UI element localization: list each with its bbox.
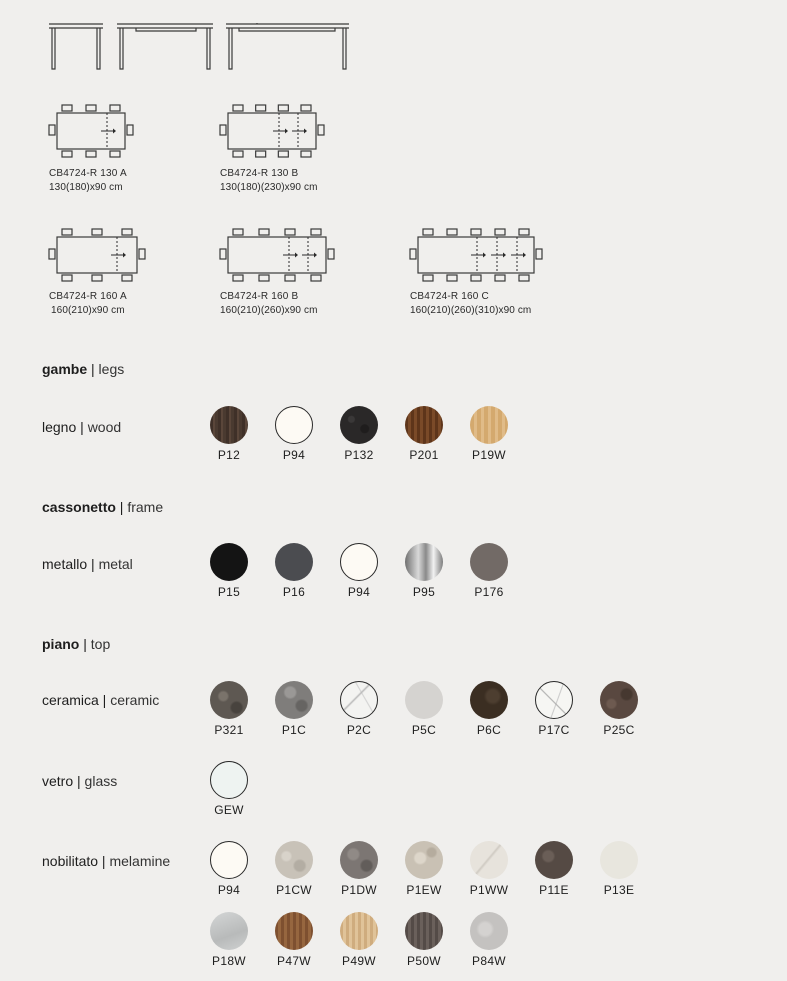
swatch-code-label: P1CW [276,883,312,897]
config-code: CB4724-R 160 B [220,291,299,302]
color-swatch-p201 [405,406,443,444]
extension-arrowhead [304,129,307,134]
color-swatch-p47w [275,912,313,950]
side-chair [233,275,243,281]
swatch-code-label: P25C [603,723,635,737]
row-label-separator: | [73,773,85,789]
swatch-code-label: P13E [603,883,635,897]
color-swatch-p1ww [470,841,508,879]
table-elevation-one-extension [116,22,214,72]
side-chair [495,275,505,281]
side-chair [285,229,295,235]
side-chair [447,229,457,235]
swatch-code-label: P84W [472,954,506,968]
config-dimensions: 160(210)x90 cm [51,305,125,316]
color-swatch-p50w [405,912,443,950]
side-chair [447,275,457,281]
side-chair [62,275,72,281]
color-swatch-p25c [600,681,638,719]
side-chair [86,105,96,111]
swatch-code-label: P11E [539,883,569,897]
color-swatch-p12 [210,406,248,444]
config-dimensions: 160(210)(260)x90 cm [220,305,318,316]
extension-arrowhead [295,253,298,258]
swatch-code-label: GEW [214,803,244,817]
color-swatch-p18w [210,912,248,950]
table-plan-160-c [409,228,547,284]
swatch-code-label: P50W [407,954,441,968]
config-code: CB4724-R 160 A [49,291,127,302]
color-swatch-p5c [405,681,443,719]
side-chair [259,275,269,281]
row-label-metal [42,556,133,572]
row-label-glass [42,773,117,789]
side-chair [62,229,72,235]
side-chair [311,229,321,235]
swatch-code-label: P94 [217,883,241,897]
swatch-code-label: P94 [282,448,306,462]
swatch-code-label: P1DW [341,883,377,897]
color-swatch-p1c [275,681,313,719]
color-swatch-p16 [275,543,313,581]
side-chair [259,229,269,235]
heading-english: top [90,636,111,652]
side-chair [92,229,102,235]
row-label-italian: nobilitato [42,853,99,869]
side-chair [285,275,295,281]
color-swatch-p19w [470,406,508,444]
side-chair [423,275,433,281]
row-label-separator: | [87,556,99,572]
config-dimensions: 130(180)(230)x90 cm [220,182,318,193]
color-swatch-p94 [210,841,248,879]
side-chair [471,275,481,281]
row-label-melamine [42,853,170,869]
color-swatch-p321 [210,681,248,719]
color-swatch-p6c [470,681,508,719]
side-chair [62,105,72,111]
config-code: CB4724-R 130 B [220,168,299,179]
side-chair [471,229,481,235]
side-chair [122,275,132,281]
swatch-code-label: P47W [277,954,311,968]
extension-arrowhead [285,129,288,134]
side-chair [311,275,321,281]
row-label-ceramic [42,692,159,708]
row-label-italian: metallo [42,556,88,572]
heading-italian: gambe [42,361,88,377]
swatch-code-label: P176 [474,585,504,599]
swatch-code-label: P17C [538,723,570,737]
heading-english: frame [127,499,164,515]
side-chair [92,275,102,281]
extension-arrowhead [123,253,126,258]
end-chair [328,249,334,259]
side-chair [519,229,529,235]
color-swatch-gew [210,761,248,799]
swatch-code-label: P16 [282,585,306,599]
swatch-code-label: P1WW [469,883,509,897]
color-swatch-p1ew [405,841,443,879]
config-code: CB4724-R 130 A [49,168,127,179]
extension-arrowhead [483,253,486,258]
config-code: CB4724-R 160 C [410,291,489,302]
end-chair [49,125,55,135]
end-chair [318,125,324,135]
row-label-english: melamine [109,853,171,869]
swatch-code-label: P12 [217,448,241,462]
heading-separator: | [87,361,99,377]
swatch-code-label: P49W [342,954,376,968]
color-swatch-p49w [340,912,378,950]
side-chair [495,229,505,235]
color-swatch-p2c [340,681,378,719]
table-elevation-closed [48,22,104,72]
row-label-separator: | [98,692,111,708]
row-label-english: glass [84,773,118,789]
swatch-code-label: P15 [217,585,241,599]
heading-italian: cassonetto [42,499,116,515]
side-chair [62,151,72,157]
side-chair [233,151,243,157]
table-plan-160-a [48,228,148,284]
swatch-code-label: P19W [472,448,506,462]
table-elevation-two-extensions [225,22,350,72]
side-chair [278,105,288,111]
row-label-italian: ceramica [42,692,99,708]
heading-separator: | [79,636,91,652]
section-heading-legs [42,361,124,377]
swatch-code-label: P321 [214,723,244,737]
heading-separator: | [115,499,128,515]
swatch-code-label: P95 [412,585,436,599]
swatch-code-label: P2C [346,723,372,737]
side-chair [278,151,288,157]
heading-english: legs [98,361,125,377]
end-chair [410,249,416,259]
color-swatch-p84w [470,912,508,950]
side-chair [110,105,120,111]
color-swatch-p1cw [275,841,313,879]
side-chair [233,229,243,235]
table-plan-160-b [219,228,337,284]
row-label-english: wood [87,419,122,435]
row-label-italian: legno [42,419,77,435]
swatch-code-label: P6C [476,723,502,737]
side-chair [256,105,266,111]
end-chair [220,249,226,259]
swatch-code-label: P94 [347,585,371,599]
swatch-code-label: P1EW [406,883,442,897]
end-chair [49,249,55,259]
extension-arrowhead [113,129,116,134]
table-plan-130-b [219,104,327,160]
color-swatch-p11e [535,841,573,879]
color-swatch-p13e [600,841,638,879]
section-heading-frame [42,499,163,515]
heading-italian: piano [42,636,80,652]
extension-arrowhead [314,253,317,258]
side-chair [122,229,132,235]
side-chair [423,229,433,235]
swatch-code-label: P18W [212,954,246,968]
table-plan-130-a [48,104,138,160]
config-dimensions: 160(210)(260)(310)x90 cm [410,305,532,316]
side-chair [301,105,311,111]
config-dimensions: 130(180)x90 cm [49,182,123,193]
row-label-separator: | [76,419,88,435]
color-swatch-p94 [340,543,378,581]
row-label-english: metal [98,556,133,572]
color-swatch-p15 [210,543,248,581]
end-chair [139,249,145,259]
color-swatch-p132 [340,406,378,444]
swatch-code-label: P5C [411,723,437,737]
color-swatch-p95 [405,543,443,581]
swatch-code-label: P132 [344,448,374,462]
swatch-code-label: P1C [281,723,307,737]
extension-arrowhead [503,253,506,258]
extension-arrowhead [523,253,526,258]
color-swatch-p17c [535,681,573,719]
side-chair [86,151,96,157]
color-swatch-p1dw [340,841,378,879]
end-chair [220,125,226,135]
row-label-english: ceramic [110,692,160,708]
side-chair [110,151,120,157]
section-heading-top [42,636,110,652]
side-chair [519,275,529,281]
row-label-italian: vetro [42,773,74,789]
end-chair [536,249,542,259]
end-chair [127,125,133,135]
row-label-wood [42,419,121,435]
color-swatch-p94 [275,406,313,444]
row-label-separator: | [98,853,110,869]
side-chair [301,151,311,157]
color-swatch-p176 [470,543,508,581]
side-chair [233,105,243,111]
swatch-code-label: P201 [409,448,439,462]
side-chair [256,151,266,157]
